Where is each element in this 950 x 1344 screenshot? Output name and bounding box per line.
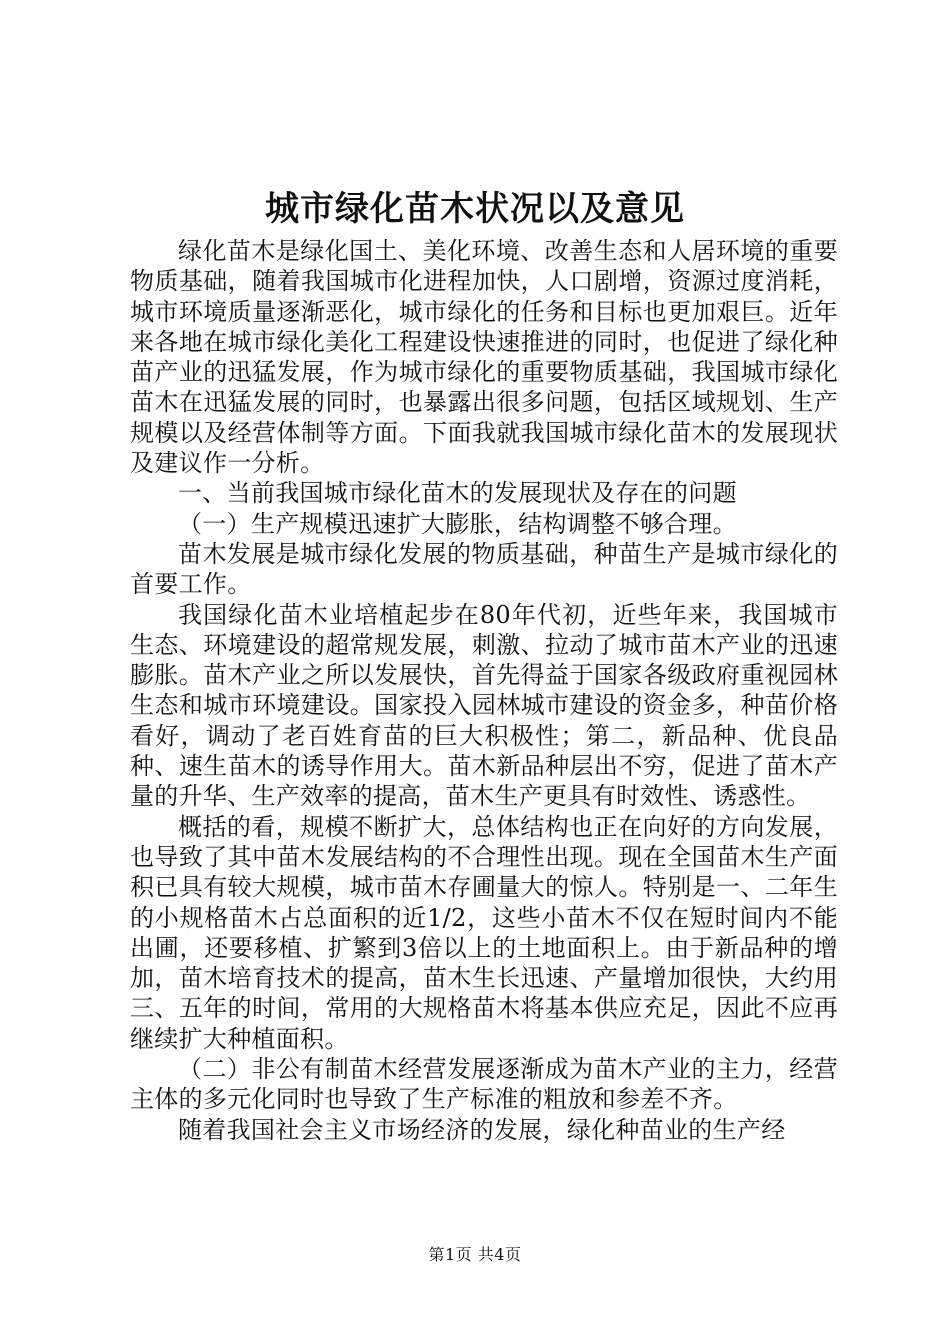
document-title: 城市绿化苗木状况以及意见	[265, 189, 685, 229]
paragraph-industry-growth: 我国绿化苗木业培植起步在80年代初，近些年来，我国城市生态、环境建设的超常规发展，刺激、拉动了城市苗木产业的迅速膨胀。苗木产业之所以发展快，首先得益于国家各级政府重视园林生态和城市环境建设。国家投入园林城市建设的资金多，种苗价格看好，调动了老百姓育苗的巨大积极性；第二，新品种、优良品种、速生苗木的诱导作用大。苗木新品种层出不穷，促进了苗木产量的升华、生产效率的提高，苗木生产更具有时效性、诱惑性。	[130, 600, 838, 811]
paragraph-intro: 绿化苗木是绿化国土、美化环境、改善生态和人居环境的重要物质基础，随着我国城市化进程加快，人口剧增，资源过度消耗，城市环境质量逐渐恶化，城市绿化的任务和目标也更加艰巨。近年来各地在城市绿化美化工程建设快速推进的同时，也促进了绿化种苗产业的迅猛发展，作为城市绿化的重要物质基础，我国城市绿化苗木在迅猛发展的同时，也暴露出很多问题，包括区域规划、生产规模以及经营体制等方面。下面我就我国城市绿化苗木的发展现状及建议作一分析。	[130, 237, 838, 478]
section-heading-1: 一、当前我国城市绿化苗木的发展现状及存在的问题	[178, 479, 737, 508]
paragraph-market-economy: 随着我国社会主义市场经济的发展，绿化种苗业的生产经	[178, 1115, 786, 1144]
paragraph-foundation: 苗木发展是城市绿化发展的物质基础，种苗生产是城市绿化的首要工作。	[130, 539, 838, 599]
document-body	[130, 236, 838, 1145]
paragraph-scale-structure: 概括的看，规模不断扩大，总体结构也正在向好的方向发展，也导致了其中苗木发展结构的不合理性出现。现在全国苗木生产面积已具有较大规模，城市苗木存圃量大的惊人。特别是一、二年生的小规格苗木占总面积的近1/2，这些小苗木不仅在短时间内不能出圃，还要移植、扩繁到3倍以上的土地面积上。由于新品种的增加，苗木培育技术的提高，苗木生长迅速、产量增加很快，大约用三、五年的时间，常用的大规格苗木将基本供应充足，因此不应再继续扩大种植面积。	[130, 812, 838, 1053]
subsection-heading-2: （二）非公有制苗木经营发展逐渐成为苗木产业的主力，经营主体的多元化同时也导致了生产标准的粗放和参差不齐。	[130, 1055, 838, 1114]
subsection-heading-1: （一）生产规模迅速扩大膨胀，结构调整不够合理。	[178, 509, 737, 538]
page-number: 第1页 共4页	[428, 1245, 522, 1264]
